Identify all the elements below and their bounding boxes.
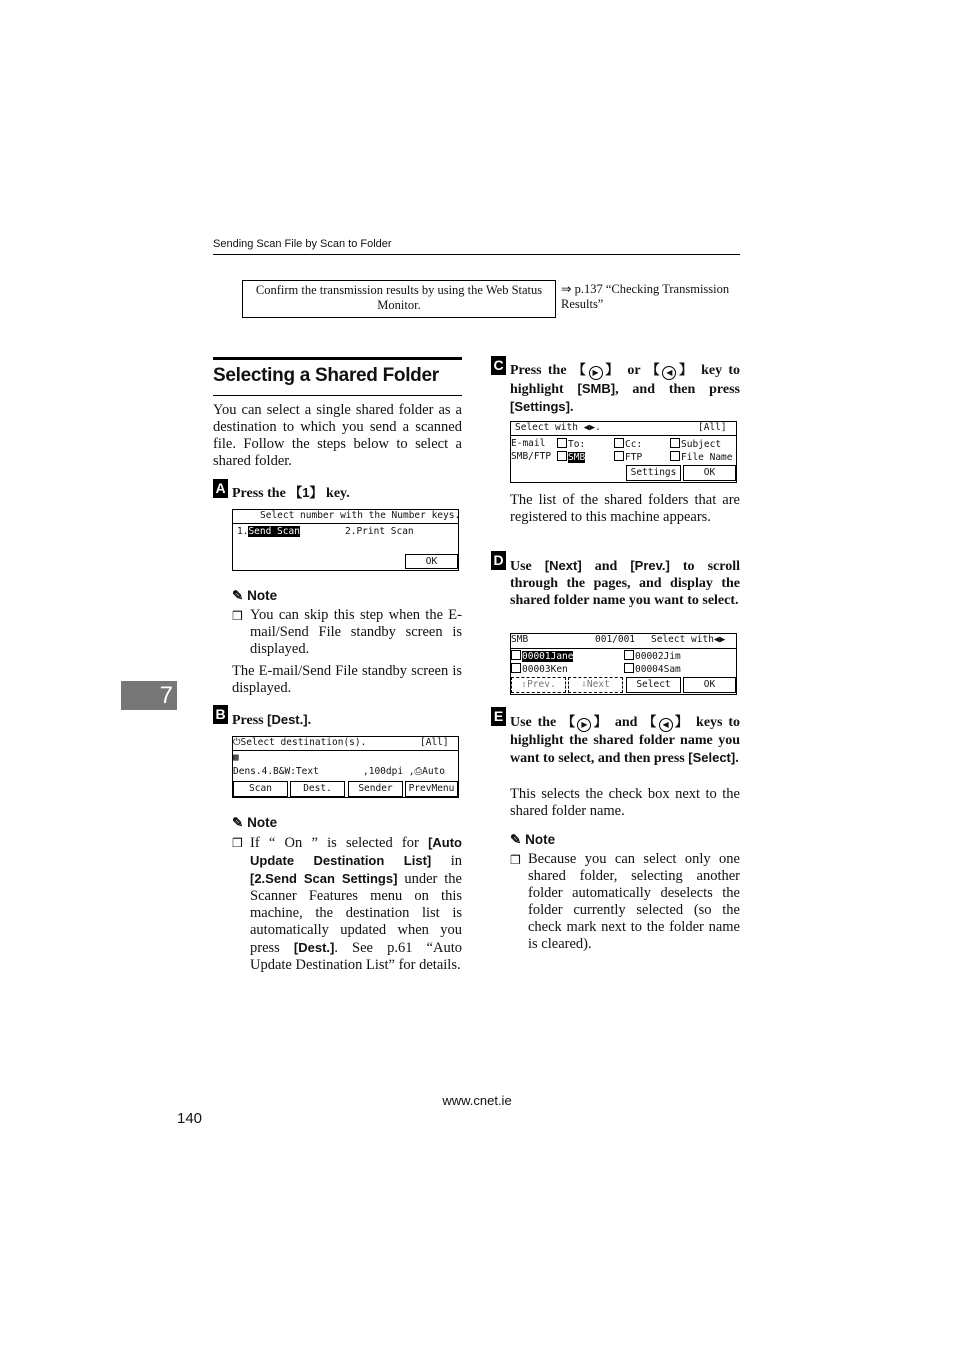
- right-arrow-icon: ▶: [577, 718, 591, 732]
- folder-item-2[interactable]: 00002Jim: [624, 650, 681, 662]
- left-arrow-key: 【 ◀ 】: [647, 362, 695, 377]
- key-1: 【1】: [289, 485, 323, 500]
- step-5-text: Use the 【 ▶ 】 and 【 ◀ 】 keys to highlight the shared folder name you want to select, and then press [Select].: [510, 714, 740, 766]
- screen2-divider: [233, 750, 458, 751]
- folder-item-3[interactable]: 00003Ken: [511, 663, 568, 675]
- checkbox-bullet-icon: ❒: [232, 609, 243, 623]
- page-number: 140: [177, 1110, 203, 1127]
- right-arrow-icon: ▶: [589, 366, 603, 380]
- prev-button[interactable]: ⇧Prev.: [511, 677, 566, 693]
- chapter-tab: 7: [121, 681, 177, 710]
- checkbox-bullet-icon: ❒: [232, 836, 243, 850]
- screen1-prompt: Select number with the Number keys.: [260, 510, 461, 521]
- smb-ftp-row-label: SMB/FTP: [511, 451, 552, 462]
- screen2-prompt: ⏻Select destination(s).: [233, 737, 367, 748]
- sender-button[interactable]: Sender: [348, 781, 403, 797]
- screen4-divider: [511, 648, 736, 649]
- checkbox-icon: [670, 451, 680, 461]
- screen4-label: SMB: [511, 634, 529, 645]
- checkbox-icon: [624, 650, 634, 660]
- left-arrow-icon: ◀: [662, 366, 676, 380]
- screen4-ok-button[interactable]: OK: [683, 677, 736, 693]
- step-3-text: Press the 【 ▶ 】 or 【 ◀ 】 key to highlight [SMB], and then press [Settings].: [510, 362, 740, 415]
- section-rule-bottom: [213, 395, 462, 396]
- section-title: Selecting a Shared Folder: [213, 365, 439, 386]
- folder-item-4[interactable]: 00004Sam: [624, 663, 681, 675]
- right-arrow-key: 【 ▶ 】: [573, 362, 621, 377]
- screen1-option-1[interactable]: 1.Send Scan: [237, 526, 300, 537]
- header-rule: [213, 254, 740, 255]
- screen3-ok-button[interactable]: OK: [683, 465, 736, 481]
- running-header: Sending Scan File by Scan to Folder: [213, 238, 392, 250]
- section-rule-top: [213, 357, 462, 360]
- reference-link[interactable]: ⇒ p.137 “Checking Transmission Results”: [561, 282, 730, 311]
- left-right-arrows-icon: ◀▶: [713, 634, 726, 645]
- checkbox-icon: [557, 451, 567, 461]
- screen1-divider: [233, 523, 458, 524]
- note-2-item: If “ On ” is selected for [Auto Update Destination List] in [2.Send Scan Settings] under the Scanner Features menu on this machine, the destination list is automatically updated when you press [Dest.]. See p.61 “Auto Update Destination List” for details.: [250, 835, 462, 973]
- checkbox-icon: [670, 438, 680, 448]
- screen2-all: [All]: [420, 737, 449, 748]
- screen3-divider: [511, 435, 736, 436]
- next-button[interactable]: ⇩Next: [568, 677, 623, 693]
- step-number-3: C: [491, 356, 506, 375]
- prevmenu-button[interactable]: PrevMenu: [405, 781, 458, 797]
- right-arrow-key: 【 ▶ 】: [562, 714, 609, 729]
- screen1-option-2[interactable]: 2.Print Scan: [345, 526, 414, 537]
- smb-option[interactable]: SMB: [557, 451, 585, 463]
- screen4-select-with: Select with◀▶: [651, 634, 726, 645]
- to-option[interactable]: To:: [557, 438, 585, 450]
- pencil-icon: ✎: [510, 832, 522, 847]
- scan-button[interactable]: Scan: [233, 781, 288, 797]
- left-arrow-key: 【 ◀ 】: [643, 714, 690, 729]
- folder-item-1[interactable]: 00001Jane: [511, 650, 573, 662]
- pencil-icon: ✎: [232, 815, 244, 830]
- note-1-item: You can skip this step when the E-mail/Send File standby screen is displayed.: [250, 607, 462, 657]
- dotted-square-icon: ▩: [233, 752, 239, 763]
- note-2-heading: ✎ Note: [232, 815, 278, 830]
- checkbox-icon: [624, 663, 634, 673]
- subject-option[interactable]: Subject: [670, 438, 721, 450]
- dest-key: [Dest.]: [267, 712, 308, 727]
- lcd-screen-4: [510, 633, 737, 695]
- step-1-text: Press the 【1】 key.: [232, 485, 350, 501]
- left-arrow-icon: ◀: [659, 718, 673, 732]
- note-1-heading: ✎ Note: [232, 588, 278, 603]
- screen1-ok-button[interactable]: OK: [405, 554, 458, 569]
- step-4-text: Use [Next] and [Prev.] to scroll through the pages, and display the shared folder name you want to select.: [510, 558, 740, 608]
- step-number-5: E: [491, 707, 506, 726]
- step-2-text: Press [Dest.].: [232, 712, 312, 728]
- step-number-4: D: [491, 551, 506, 570]
- screen2-resolution: ,100dpi ,⎙Auto: [363, 766, 445, 777]
- note-3-heading: ✎ Note: [510, 832, 556, 847]
- checkbox-icon: [614, 451, 624, 461]
- screen3-prompt: Select with ◀▶.: [515, 422, 601, 433]
- step-number-2: B: [213, 705, 228, 724]
- footer-url[interactable]: www.cnet.ie: [442, 1093, 512, 1108]
- cc-option[interactable]: Cc:: [614, 438, 642, 450]
- lcd-screen-2: [232, 736, 459, 798]
- up-arrow-icon: ⇧: [521, 679, 528, 690]
- note-1-after: The E-mail/Send File standby screen is displayed.: [232, 663, 462, 696]
- document-orientation-icon: ⎙: [414, 766, 423, 777]
- pencil-icon: ✎: [232, 588, 244, 603]
- checkbox-icon: [557, 438, 567, 448]
- checkbox-icon: [511, 663, 521, 673]
- down-arrow-icon: ⇩: [581, 679, 587, 690]
- ftp-option[interactable]: FTP: [614, 451, 642, 463]
- reference-box: Confirm the transmission results by using the Web Status Monitor.: [242, 280, 556, 318]
- checkbox-bullet-icon: ❒: [510, 853, 521, 867]
- file-name-option[interactable]: File Name: [670, 451, 732, 463]
- dest-button[interactable]: Dest.: [290, 781, 345, 797]
- lcd-screen-1: [232, 509, 459, 571]
- step-number-1: A: [213, 479, 228, 498]
- checkbox-icon: [511, 650, 521, 660]
- step-5-result: This selects the check box next to the shared folder name.: [510, 786, 740, 819]
- step-3-result: The list of the shared folders that are registered to this machine appears.: [510, 492, 740, 525]
- settings-button[interactable]: Settings: [626, 465, 681, 481]
- section-intro: You can select a single shared folder as a destination to which you send a scanned file. Follow the steps below to select a shared folder.: [213, 402, 462, 469]
- select-button[interactable]: Select: [626, 677, 681, 693]
- power-icon: ⏻: [233, 737, 241, 748]
- note-3-item: Because you can select only one shared folder, selecting another folder automatically deselects the folder currently selected (so the check mark next to the folder name is cleared).: [528, 851, 740, 952]
- screen2-scan-settings: Dens.4.B&W:Text: [233, 766, 319, 777]
- lcd-screen-3: [510, 421, 737, 483]
- screen4-page-counter: 001/001: [595, 634, 636, 645]
- email-row-label: E-mail: [511, 438, 546, 449]
- screen3-all: [All]: [698, 422, 727, 433]
- left-right-arrows-icon: ◀▶: [583, 422, 596, 433]
- checkbox-icon: [614, 438, 624, 448]
